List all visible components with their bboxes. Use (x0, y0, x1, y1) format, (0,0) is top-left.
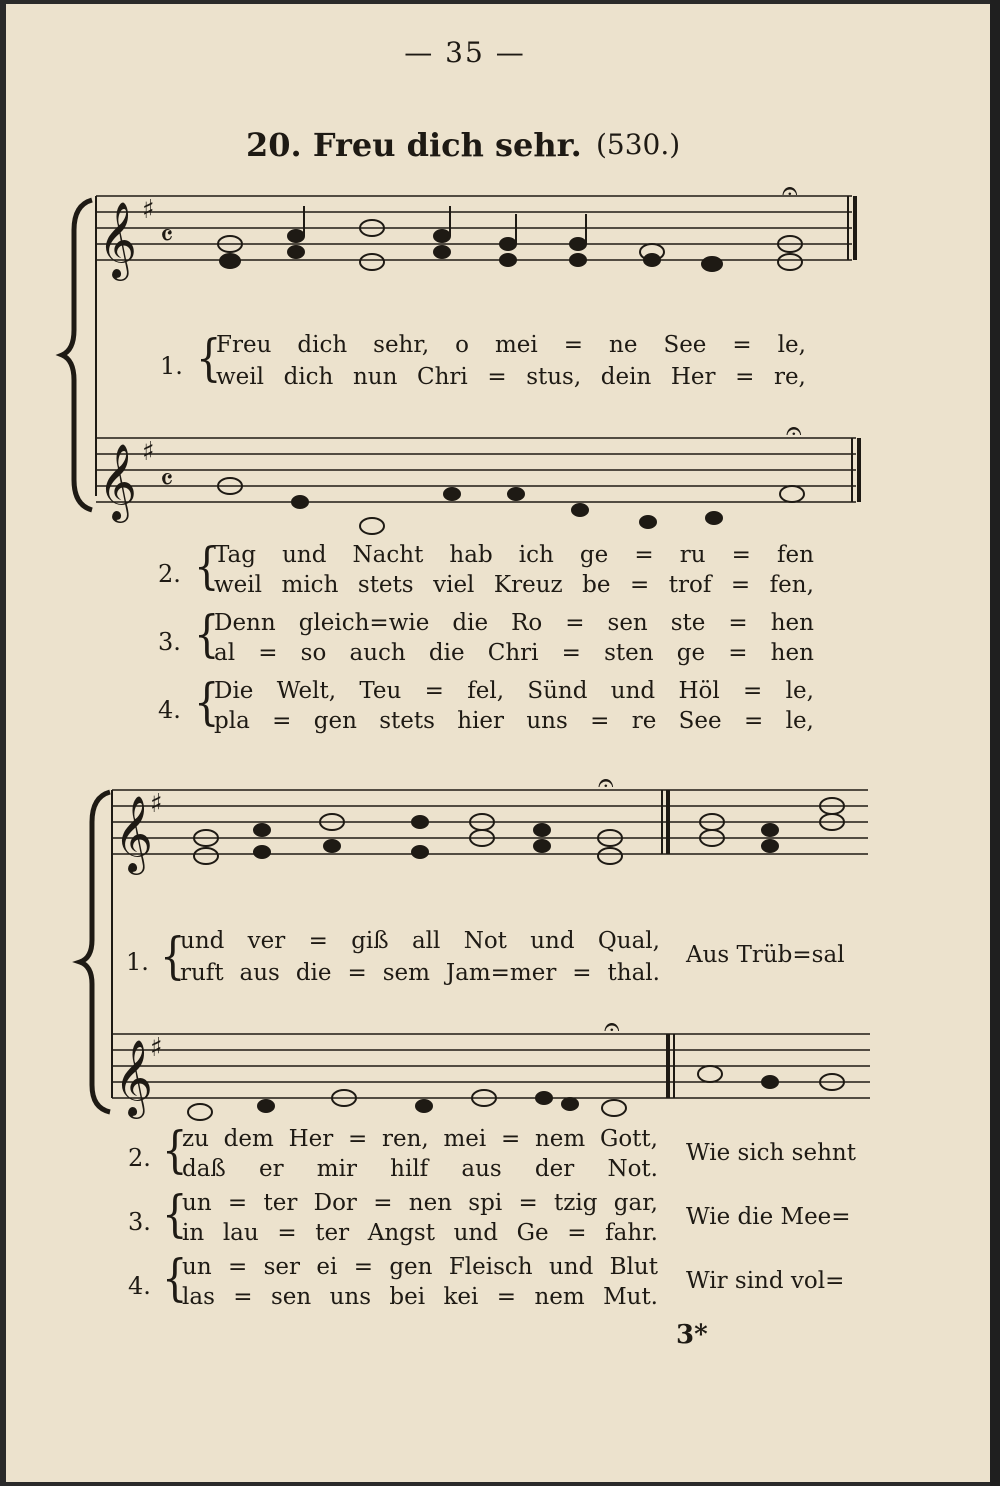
lyric-syllable: dich (297, 332, 348, 358)
lyric-syllable: ren, (381, 1126, 429, 1152)
lyric-syllable: Mut. (603, 1284, 658, 1310)
verse-number: 3. (158, 628, 181, 656)
lyric-syllable: = (730, 572, 751, 598)
lyric-syllable: thal. (607, 960, 660, 986)
svg-text:𝄐: 𝄐 (782, 174, 798, 207)
svg-text:𝄐: 𝄐 (598, 766, 614, 799)
lyric-syllable: = (563, 332, 584, 358)
brace: { (162, 1122, 188, 1180)
system-bracket-2 (80, 792, 110, 1112)
lyric-syllable: = (227, 1190, 248, 1216)
lyric-syllable: auch (349, 640, 406, 666)
system-bracket (62, 200, 92, 510)
lyric-syllable: hier (457, 708, 505, 734)
lyric-line (214, 610, 814, 636)
lyric-syllable: = (634, 542, 654, 568)
lyric-syllable: = (258, 640, 278, 666)
lyric-line (182, 1190, 658, 1216)
lyric-syllable: mir (316, 1156, 357, 1182)
lyric-syllable: und (453, 1220, 498, 1246)
lyric-syllable: fen, (769, 572, 814, 598)
lyric-syllable: = (518, 1190, 538, 1216)
svg-text:𝄐: 𝄐 (604, 1010, 620, 1043)
lyric-syllable: und (530, 928, 575, 954)
lyric-syllable: hilf (390, 1156, 429, 1182)
svg-text:𝄞: 𝄞 (98, 443, 138, 520)
svg-text:𝄴: 𝄴 (160, 219, 174, 254)
lyric-syllable: daß (182, 1156, 226, 1182)
lyric-syllable: o (455, 332, 469, 358)
lyric-syllable: = (496, 1284, 517, 1310)
lyric-syllable: ste (670, 610, 706, 636)
verse-number: 1. (160, 352, 183, 380)
lyric-syllable: Qual, (597, 928, 660, 954)
lyric-syllable: ver (247, 928, 286, 954)
lyric-syllable: dein (600, 364, 652, 390)
lyric-syllable: die (295, 960, 332, 986)
lyric-syllable: Jam=mer (445, 960, 557, 986)
lyric-syllable: fahr. (605, 1220, 658, 1246)
lyric-syllable: in (182, 1220, 205, 1246)
lyric-syllable: mei (494, 332, 538, 358)
lyric-continuation: Wie sich sehnt (686, 1140, 856, 1166)
lyric-syllable: = (743, 678, 763, 704)
lyric-syllable: re, (773, 364, 806, 390)
lyric-syllable: Sünd (527, 678, 588, 704)
brace: { (196, 330, 222, 388)
lyric-syllable: die (452, 610, 489, 636)
tune-reference: (530.) (596, 128, 681, 161)
lyric-syllable: mei (443, 1126, 487, 1152)
lyric-syllable: weil (214, 572, 263, 598)
lyric-syllable: Welt, (276, 678, 337, 704)
lyric-line (216, 364, 806, 390)
lyric-syllable: gen (389, 1254, 433, 1280)
lyric-syllable: = (561, 640, 581, 666)
lyric-syllable: uns (526, 708, 568, 734)
lyric-syllable: sehr, (373, 332, 430, 358)
lyric-line (214, 572, 814, 598)
svg-text:𝄴: 𝄴 (160, 463, 174, 498)
verse-number: 3. (128, 1208, 151, 1236)
lyric-line (214, 708, 814, 734)
lyric-syllable: trof (668, 572, 712, 598)
lyric-syllable: hen (770, 640, 814, 666)
svg-text:𝄐: 𝄐 (786, 414, 802, 447)
lyric-syllable: See (663, 332, 707, 358)
lyric-syllable: dem (223, 1126, 274, 1152)
lyric-syllable: aus (461, 1156, 502, 1182)
lyric-syllable: Nacht (352, 542, 424, 568)
lyric-syllable: fel, (467, 678, 505, 704)
lyric-syllable: re (631, 708, 657, 734)
lyric-syllable: und (180, 928, 225, 954)
lyric-syllable: sten (604, 640, 654, 666)
lyric-line (214, 640, 814, 666)
lyric-syllable: ei (316, 1254, 338, 1280)
lyric-syllable: = (347, 960, 367, 986)
lyric-syllable: Die (214, 678, 254, 704)
lyric-syllable: Fleisch (448, 1254, 533, 1280)
lyric-syllable: bei (389, 1284, 426, 1310)
lyric-syllable: und (548, 1254, 594, 1280)
lyric-syllable: Chri (487, 640, 539, 666)
lyric-syllable: = (735, 364, 755, 390)
lyric-syllable: = (728, 610, 748, 636)
lyric-syllable: lau (222, 1220, 259, 1246)
lyric-syllable: = (277, 1220, 297, 1246)
lyric-syllable: Not (463, 928, 507, 954)
svg-text:♯: ♯ (150, 1033, 163, 1063)
lyric-syllable: tzig (554, 1190, 598, 1216)
lyric-syllable: = (572, 960, 592, 986)
lyric-syllable: stus, (526, 364, 582, 390)
lyric-syllable: al (214, 640, 236, 666)
lyric-syllable: ruft (180, 960, 224, 986)
lyric-syllable: hen (770, 610, 814, 636)
lyric-syllable: fen (777, 542, 814, 568)
lyric-line (182, 1254, 658, 1280)
lyric-syllable: le, (785, 678, 814, 704)
lyric-syllable: ge (579, 542, 609, 568)
svg-text:♯: ♯ (142, 437, 155, 467)
lyric-line (182, 1220, 658, 1246)
brace: { (194, 674, 220, 732)
lyric-syllable: = (227, 1254, 248, 1280)
lyric-syllable: zu (182, 1126, 209, 1152)
lyric-syllable: uns (329, 1284, 371, 1310)
lyric-syllable: Her (288, 1126, 334, 1152)
lyric-syllable: = (233, 1284, 253, 1310)
lyric-line (182, 1156, 658, 1182)
lyric-syllable: mich (281, 572, 339, 598)
lyric-syllable: = (487, 364, 507, 390)
lyric-syllable: giß (351, 928, 389, 954)
lyric-syllable: all (411, 928, 441, 954)
lyric-syllable: = (353, 1254, 373, 1280)
lyric-syllable: hab (449, 542, 493, 568)
lyric-continuation: Wie die Mee= (686, 1204, 851, 1230)
lyric-syllable: Ro (511, 610, 543, 636)
lyric-line (180, 928, 660, 954)
lyric-syllable: stets (357, 572, 414, 598)
brace: { (194, 538, 220, 596)
lyric-continuation: Aus Trüb=sal (686, 942, 845, 968)
lyric-syllable: = (424, 678, 444, 704)
lyric-syllable: ge (676, 640, 706, 666)
lyric-syllable: nem (534, 1126, 586, 1152)
lyric-syllable: pla (214, 708, 250, 734)
lyric-syllable: nun (352, 364, 398, 390)
lyric-syllable: Denn (214, 610, 276, 636)
lyric-syllable: = (272, 708, 292, 734)
lyric-syllable: Freu (216, 332, 272, 358)
svg-text:𝄞: 𝄞 (98, 201, 138, 278)
lyric-syllable: = (743, 708, 764, 734)
lyric-line (180, 960, 660, 986)
lyric-syllable: viel (433, 572, 475, 598)
lyric-syllable: weil (216, 364, 265, 390)
lyric-syllable: gen (313, 708, 357, 734)
lyric-line (182, 1284, 658, 1310)
lyric-syllable: Kreuz (493, 572, 563, 598)
lyric-syllable: sem (382, 960, 430, 986)
lyric-syllable: = (347, 1126, 368, 1152)
lyric-syllable: kei (443, 1284, 479, 1310)
lyric-syllable: = (731, 542, 751, 568)
lyric-syllable: ter (315, 1220, 350, 1246)
lyric-syllable: so (300, 640, 327, 666)
lyric-syllable: = (732, 332, 752, 358)
verse-number: 4. (158, 696, 181, 724)
lyric-syllable: der (534, 1156, 575, 1182)
lyric-syllable: nen (408, 1190, 453, 1216)
lyric-continuation: Wir sind vol= (686, 1268, 845, 1294)
lyric-syllable: un (182, 1254, 212, 1280)
lyric-line (216, 332, 806, 358)
brace: { (194, 606, 220, 664)
brace: { (162, 1250, 188, 1308)
lyric-syllable: Gott, (599, 1126, 658, 1152)
svg-text:♯: ♯ (150, 789, 163, 819)
lyric-syllable: stets (379, 708, 435, 734)
lyric-syllable: Blut (609, 1254, 658, 1280)
verse-number: 2. (128, 1144, 151, 1172)
lyric-syllable: = (630, 572, 650, 598)
lyric-syllable: ne (609, 332, 638, 358)
lyric-syllable: Teu (359, 678, 402, 704)
lyric-syllable: spi (468, 1190, 503, 1216)
lyric-syllable: le, (777, 332, 806, 358)
lyric-syllable: be (582, 572, 611, 598)
svg-text:𝄞: 𝄞 (114, 1039, 154, 1116)
lyric-line (182, 1126, 658, 1152)
lyric-syllable: las (182, 1284, 215, 1310)
lyric-syllable: die (428, 640, 465, 666)
verse-number: 2. (158, 560, 181, 588)
lyric-syllable: dich (283, 364, 334, 390)
lyric-syllable: Tag (214, 542, 256, 568)
lyric-syllable: le, (785, 708, 814, 734)
lyric-line (214, 542, 814, 568)
lyric-syllable: Chri (416, 364, 468, 390)
lyric-syllable: = (590, 708, 610, 734)
verse-number: 4. (128, 1272, 151, 1300)
lyric-syllable: Höl (678, 678, 720, 704)
lyric-syllable: = (728, 640, 748, 666)
lyric-line (214, 678, 814, 704)
lyric-syllable: er (259, 1156, 284, 1182)
page-number: — 35 — (404, 36, 526, 69)
lyric-syllable: ser (263, 1254, 301, 1280)
lyric-syllable: ich (518, 542, 554, 568)
lyric-syllable: = (567, 1220, 587, 1246)
svg-text:♯: ♯ (142, 195, 155, 225)
hymn-title: 20. Freu dich sehr. (246, 126, 582, 164)
lyric-syllable: un (182, 1190, 212, 1216)
lyric-syllable: = (308, 928, 328, 954)
verse-number: 1. (126, 948, 149, 976)
lyric-syllable: sen (270, 1284, 312, 1310)
lyric-syllable: Ge (516, 1220, 549, 1246)
lyric-syllable: gar, (613, 1190, 658, 1216)
lyric-syllable: = (500, 1126, 521, 1152)
lyric-syllable: = (373, 1190, 393, 1216)
brace: { (162, 1186, 188, 1244)
signature-mark: 3* (676, 1320, 708, 1350)
svg-text:𝄞: 𝄞 (114, 795, 154, 872)
brace: { (160, 928, 186, 986)
lyric-syllable: Angst (367, 1220, 435, 1246)
lyric-syllable: gleich=wie (298, 610, 430, 636)
lyric-syllable: See (678, 708, 722, 734)
lyric-syllable: Her (670, 364, 716, 390)
lyric-syllable: und (282, 542, 327, 568)
lyric-syllable: und (610, 678, 656, 704)
lyric-syllable: aus (239, 960, 280, 986)
lyric-syllable: = (565, 610, 585, 636)
lyric-syllable: Not. (607, 1156, 658, 1182)
lyric-syllable: ru (679, 542, 706, 568)
lyric-syllable: nem (534, 1284, 585, 1310)
lyric-syllable: sen (607, 610, 648, 636)
lyric-syllable: Dor (313, 1190, 357, 1216)
lyric-syllable: ter (263, 1190, 298, 1216)
